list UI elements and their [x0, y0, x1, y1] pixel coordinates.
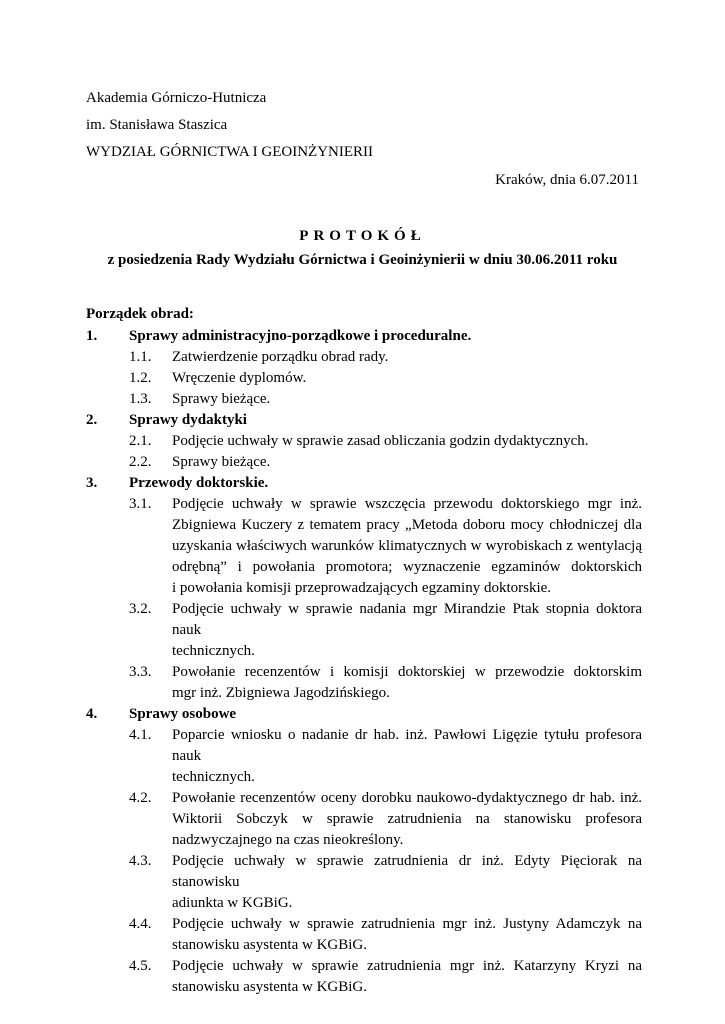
item-number: 2.1. [129, 433, 152, 449]
item-text-line: Sprawy bieżące. [172, 454, 271, 470]
agenda-section [86, 704, 642, 725]
agenda-item [129, 725, 642, 788]
item-text [172, 494, 642, 599]
item-number: 4.5. [129, 958, 152, 974]
item-text-line: Wręczenie dyplomów. [172, 370, 307, 386]
section-title: Przewody doktorskie. [129, 475, 269, 491]
section-number: 2. [86, 412, 98, 428]
item-text-line: Zatwierdzenie porządku obrad rady. [172, 349, 389, 365]
item-text-line: Zbigniewa Kuczery z tematem pracy „Metoda doboru mocy chłodniczej dla [172, 517, 642, 533]
agenda-item [129, 347, 642, 368]
section-title: Sprawy administracyjno-porządkowe i proceduralne. [129, 328, 472, 344]
item-number: 3.2. [129, 601, 152, 617]
agenda-item [129, 851, 642, 914]
item-text [172, 431, 642, 452]
item-text [172, 599, 642, 662]
item-number: 1.1. [129, 349, 152, 365]
item-text-line: Wiktorii Sobczyk w sprawie zatrudnienia na stanowisku profesora [172, 811, 642, 827]
faculty-name: WYDZIAŁ GÓRNICTWA I GEOINŻYNIERII [86, 144, 374, 160]
item-text [172, 851, 642, 914]
agenda-item [129, 956, 642, 998]
item-number: 1.2. [129, 370, 152, 386]
agenda-section [86, 473, 642, 494]
agenda-heading: Porządek obrad: [86, 306, 194, 322]
section-number: 1. [86, 328, 98, 344]
section-title: Sprawy osobowe [129, 706, 237, 722]
item-number: 3.3. [129, 664, 152, 680]
university-patron: im. Stanisława Staszica [86, 117, 228, 133]
item-text-line: stanowisku asystenta w KGBiG. [172, 937, 367, 953]
item-text-line: Poparcie wniosku o nadanie dr hab. inż. Pawłowi Ligęzie tytułu profesora nauk [172, 727, 642, 764]
agenda-item [129, 431, 642, 452]
agenda-item [129, 494, 642, 599]
item-text-line: Podjęcie uchwały w sprawie zatrudnienia mgr inż. Justyny Adamczyk na [172, 916, 642, 932]
item-text-line: nadzwyczajnego na czas nieokreślony. [172, 832, 404, 848]
item-number: 4.3. [129, 853, 152, 869]
item-number: 3.1. [129, 496, 152, 512]
agenda-item [129, 662, 642, 704]
item-number: 1.3. [129, 391, 152, 407]
item-text-line: adiunkta w KGBiG. [172, 895, 293, 911]
agenda-item [129, 389, 642, 410]
item-text-line: Podjęcie uchwały w sprawie zasad obliczania godzin dydaktycznych. [172, 433, 589, 449]
item-text-line: technicznych. [172, 769, 255, 785]
item-text-line: Sprawy bieżące. [172, 391, 271, 407]
item-text [172, 914, 642, 956]
section-number: 3. [86, 475, 98, 491]
item-text-line: technicznych. [172, 643, 255, 659]
item-text [172, 725, 642, 788]
item-number: 4.4. [129, 916, 152, 932]
item-text-line: uzyskania właściwych warunków klimatycznych w wyrobiskach z wentylacją [172, 538, 642, 554]
item-text [172, 788, 642, 851]
agenda-section [86, 326, 642, 347]
document-subtitle: z posiedzenia Rady Wydziału Górnictwa i Geoinżynierii w dniu 30.06.2011 roku [107, 252, 618, 268]
item-text-line: Podjęcie uchwały w sprawie zatrudnienia dr inż. Edyty Pięciorak na stanowisku [172, 853, 642, 890]
item-text [172, 368, 642, 389]
agenda-item [129, 914, 642, 956]
agenda-section [86, 410, 642, 431]
item-text-line: mgr inż. Zbigniewa Jagodzińskiego. [172, 685, 390, 701]
agenda-item [129, 452, 642, 473]
item-number: 4.1. [129, 727, 152, 743]
item-text [172, 452, 642, 473]
document-date: Kraków, dnia 6.07.2011 [495, 172, 639, 188]
item-number: 4.2. [129, 790, 152, 806]
item-text [172, 389, 642, 410]
item-number: 2.2. [129, 454, 152, 470]
agenda-item [129, 599, 642, 662]
section-number: 4. [86, 706, 98, 722]
item-text-line: stanowisku asystenta w KGBiG. [172, 979, 367, 995]
item-text-line: Powołanie recenzentów oceny dorobku naukowo-dydaktycznego dr hab. inż. [172, 790, 642, 806]
item-text [172, 347, 642, 368]
item-text-line: Powołanie recenzentów i komisji doktorskiej w przewodzie doktorskim [172, 664, 642, 680]
section-title: Sprawy dydaktyki [129, 412, 247, 428]
document-title: PROTOKÓŁ [299, 228, 426, 244]
agenda-list [86, 326, 642, 998]
item-text-line: Podjęcie uchwały w sprawie zatrudnienia mgr inż. Katarzyny Kryzi na [172, 958, 642, 974]
item-text-line: odrębną” i powołania promotora; wyznaczenie egzaminów doktorskich [172, 559, 642, 575]
agenda-item [129, 368, 642, 389]
item-text [172, 662, 642, 704]
item-text-line: Podjęcie uchwały w sprawie nadania mgr Mirandzie Ptak stopnia doktora nauk [172, 601, 642, 638]
item-text [172, 956, 642, 998]
agenda-item [129, 788, 642, 851]
item-text-line: Podjęcie uchwały w sprawie wszczęcia przewodu doktorskiego mgr inż. [172, 496, 642, 512]
item-text-line: i powołania komisji przeprowadzających egzaminy doktorskie. [172, 580, 552, 596]
university-name: Akademia Górniczo-Hutnicza [86, 90, 267, 106]
